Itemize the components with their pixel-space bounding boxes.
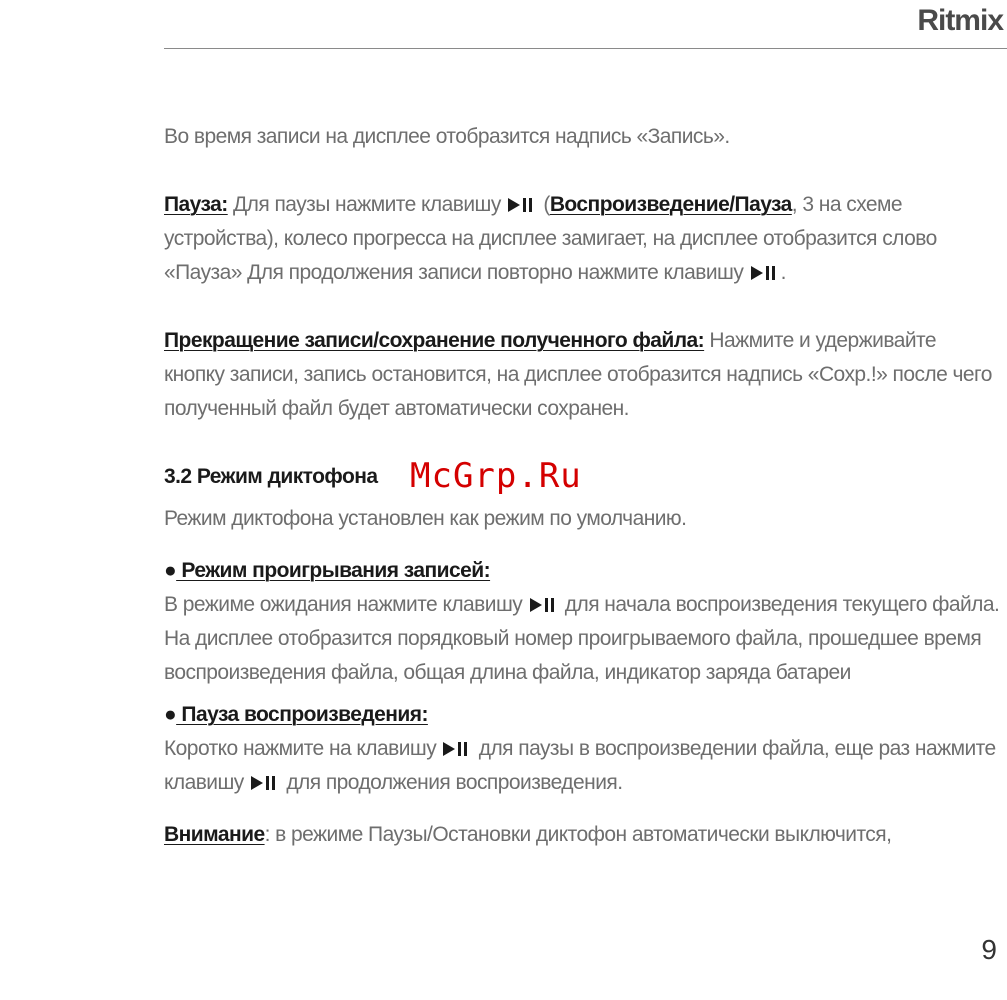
playback-text-1: В режиме ожидания нажмите клавишу bbox=[164, 593, 528, 616]
playpause-text-1: Коротко нажмите на клавишу bbox=[164, 737, 442, 760]
section-intro: Режим диктофона установлен как режим по умолчанию. bbox=[164, 507, 687, 530]
brand-logo: Ritmix bbox=[917, 4, 1003, 37]
header-divider bbox=[164, 48, 1007, 49]
note-paragraph bbox=[164, 818, 1000, 852]
note-text: : в режиме Паузы/Остановки диктофон автоматически выключится, bbox=[264, 823, 892, 846]
playpause-text-3: для продолжения воспроизведения. bbox=[281, 771, 623, 794]
stop-save-paragraph bbox=[164, 324, 1000, 426]
play-pause-icon bbox=[251, 776, 279, 790]
playpause-paragraph bbox=[164, 732, 1000, 800]
playback-paragraph bbox=[164, 588, 1000, 690]
page-number: 9 bbox=[981, 934, 997, 965]
stop-save-text: Нажмите и удерживайте кнопку записи, запись остановится, на дисплее отобразится надпись «Сохр.!» после чего полученный файл будет автоматически сохранен. bbox=[164, 329, 992, 420]
section-heading-row bbox=[164, 456, 1000, 496]
play-pause-icon bbox=[530, 598, 558, 612]
bullet-icon: ● bbox=[164, 703, 177, 726]
note-label: Внимание bbox=[164, 823, 265, 846]
play-pause-icon bbox=[751, 266, 779, 280]
pause-text-4: . bbox=[780, 261, 786, 284]
pause-text-2: ( bbox=[538, 193, 550, 216]
play-pause-icon bbox=[443, 742, 471, 756]
pause-paragraph bbox=[164, 188, 1000, 290]
stop-save-label: Прекращение записи/сохранение полученного файла: bbox=[164, 329, 705, 352]
pause-text-1: Для паузы нажмите клавишу bbox=[227, 193, 507, 216]
section-heading: 3.2 Режим диктофона bbox=[164, 465, 378, 488]
playpause-heading bbox=[164, 698, 1000, 732]
recording-status-paragraph: Во время записи на дисплее отобразится надпись «Запись». bbox=[164, 125, 730, 148]
play-pause-icon bbox=[508, 198, 536, 212]
bullet-icon: ● bbox=[164, 559, 177, 582]
playback-heading bbox=[164, 554, 1000, 588]
page-content bbox=[164, 120, 1000, 852]
pause-label: Пауза: bbox=[164, 193, 228, 216]
playpause-heading-label: Пауза воспроизведения: bbox=[176, 703, 428, 726]
playpause-text-2: для паузы в воспроизведении файла, еще раз нажмите клавишу bbox=[164, 737, 996, 794]
watermark: McGrp.Ru bbox=[410, 456, 582, 496]
playback-text-2: для начала воспроизведения текущего файла. На дисплее отобразится порядковый номер проигрываемого файла, прошедшее время воспроизведения файла, общая длина файла, индикатор заряда батареи bbox=[164, 593, 1000, 684]
playback-heading-label: Режим проигрывания записей: bbox=[176, 559, 491, 582]
pause-text-3: , 3 на схеме устройства), колесо прогресса на дисплее замигает, на дисплее отобразится слово «Пауза» Для продолжения записи повторно нажмите клавишу bbox=[164, 193, 937, 284]
play-pause-button-name: Воспроизведение/Пауза bbox=[549, 193, 792, 216]
